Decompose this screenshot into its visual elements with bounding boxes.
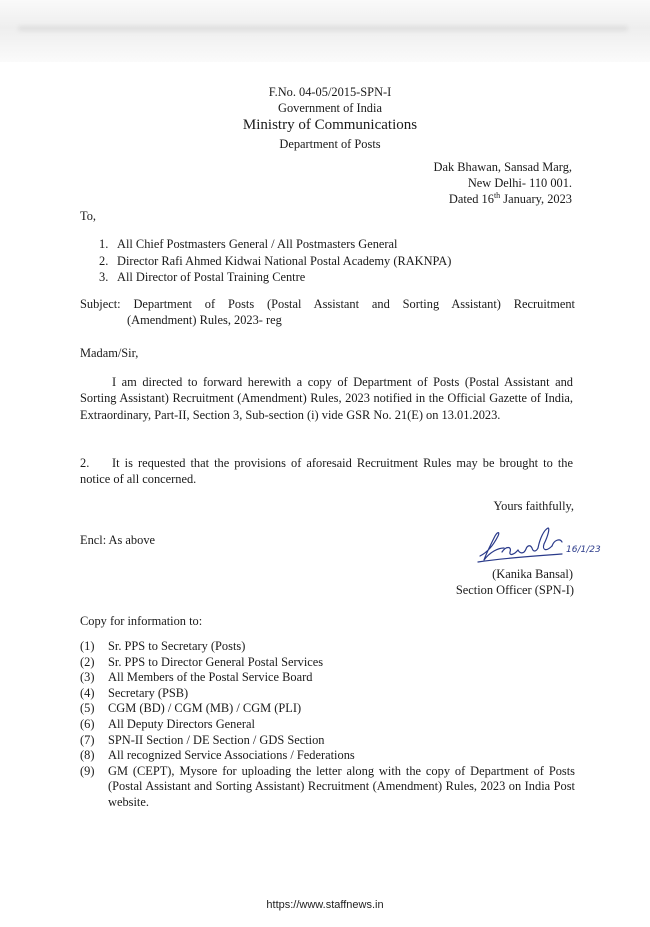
date-suffix: January, 2023 [500, 192, 572, 207]
salutation: Madam/Sir, [80, 346, 139, 360]
subject-line-1: Subject: Department of Posts (Postal Assistant and Sorting Assistant) Recruitment [80, 297, 575, 311]
signatory-designation: Section Officer (SPN-I) [455, 583, 574, 597]
paragraph-number: 2. [80, 456, 90, 470]
scan-artifact-band [0, 0, 650, 62]
list-item [99, 269, 579, 286]
list-number: 1. [99, 237, 109, 251]
list-text: Sr. PPS to Director General Postal Services [108, 654, 324, 669]
subject-block [80, 296, 575, 328]
sender-address [300, 159, 572, 208]
list-number: (7) [80, 732, 95, 747]
list-item [80, 717, 575, 733]
address-line-1: Dak Bhawan, Sansad Marg, [433, 160, 572, 174]
list-item [80, 701, 575, 717]
addressee-list [99, 236, 579, 286]
list-text: All Deputy Directors General [108, 716, 255, 731]
file-number: F.No. 04-05/2015-SPN-I [268, 85, 392, 99]
department-name: Department of Posts [279, 136, 381, 151]
list-item [80, 655, 575, 671]
body-paragraph-1: I am directed to forward herewith a copy of Department of Posts (Postal Assistant and Sorting Assistant) Recruitment (Amendment) Rules, 2023 notified in the Official Gazette of India, Extraordinary, Part-II, Section 3, Sub-section (i) vide GSR No. 21(E) on 13.01.2023. [80, 375, 573, 422]
list-number: (5) [80, 701, 95, 716]
date-superscript: th [493, 191, 501, 201]
handwritten-signature [474, 522, 604, 568]
body-paragraph-2 [80, 455, 573, 488]
list-number: 3. [99, 270, 109, 284]
list-number: (2) [80, 654, 95, 669]
copy-heading: Copy for information to: [80, 614, 203, 628]
list-item [99, 253, 579, 270]
signatory-name: (Kanika Bansal) [492, 567, 573, 581]
list-item [99, 236, 579, 253]
list-text: CGM (BD) / CGM (MB) / CGM (PLI) [108, 701, 302, 716]
list-text: Sr. PPS to Secretary (Posts) [108, 639, 246, 653]
to-label: To, [80, 209, 96, 223]
list-text: SPN-II Section / DE Section / GDS Section [108, 732, 325, 747]
letterhead [180, 84, 480, 152]
scan-streak [18, 26, 628, 31]
signature-date: 16/1/23 [566, 545, 601, 555]
list-item [80, 639, 575, 655]
list-number: (8) [80, 748, 95, 763]
list-number: (9) [80, 763, 95, 778]
list-item [80, 764, 575, 811]
list-number: (6) [80, 716, 95, 731]
list-text: GM (CEPT), Mysore for uploading the letter along with the copy of Department of Posts (Postal Assistant and Sorting Assistant) Recruitment (Amendment) Rules, 2023 on India Post website. [108, 763, 575, 809]
government-name: Government of India [278, 101, 382, 116]
closing: Yours faithfully, [493, 499, 574, 513]
list-item [80, 748, 575, 764]
enclosure-note: Encl: As above [80, 533, 156, 547]
list-item [80, 733, 575, 749]
list-item [80, 686, 575, 702]
list-text: All Director of Postal Training Centre [117, 270, 306, 284]
copy-list [80, 639, 575, 811]
list-text: Secretary (PSB) [108, 685, 189, 700]
address-line-2: New Delhi- 110 001. [467, 176, 572, 191]
list-text: All Chief Postmasters General / All Postmasters General [117, 237, 398, 251]
list-number: (3) [80, 670, 95, 685]
list-number: (1) [80, 639, 95, 653]
ministry-name: Ministry of Communications [242, 117, 418, 134]
list-text: All recognized Service Associations / Federations [108, 748, 355, 763]
subject-line-2: (Amendment) Rules, 2023- reg [127, 313, 282, 328]
list-number: (4) [80, 685, 95, 700]
date-prefix: Dated 16 [448, 192, 494, 207]
list-text: All Members of the Postal Service Board [108, 670, 313, 685]
letter-date [300, 191, 572, 207]
list-item [80, 670, 575, 686]
footer-url[interactable]: https://www.staffnews.in [266, 899, 384, 911]
list-number: 2. [99, 253, 109, 268]
list-text: Director Rafi Ahmed Kidwai National Postal Academy (RAKNPA) [117, 253, 452, 268]
paragraph-text: It is requested that the provisions of aforesaid Recruitment Rules may be brought to the notice of all concerned. [80, 456, 573, 487]
